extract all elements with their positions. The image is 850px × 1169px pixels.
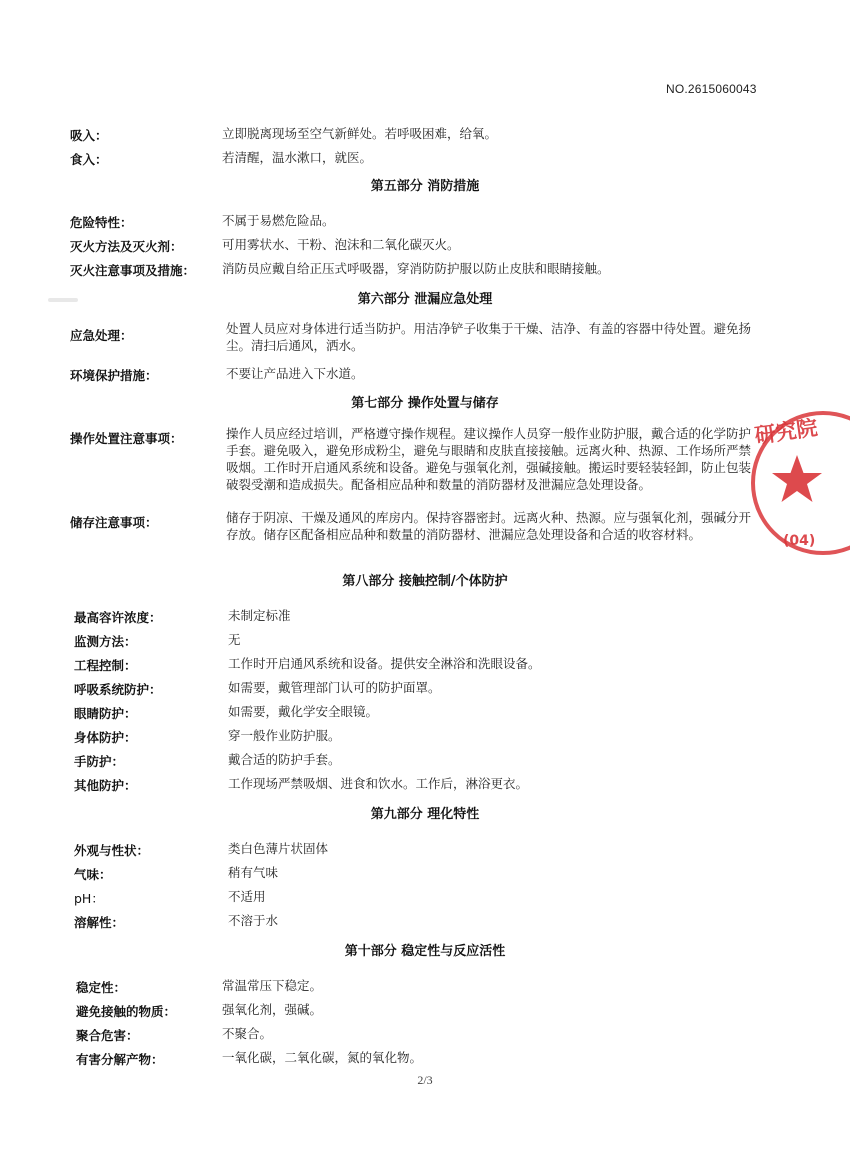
label-decomp: 有害分解产物： xyxy=(76,1052,164,1067)
stamp-ring xyxy=(753,413,850,553)
value-storage: 储存于阴凉、干燥及通风的库房内。保持容器密封。远离火种、热源。应与强氧化剂，强碱分开存放。储存区配备相应品种和数量的消防器材、泄漏应急处理设备和合适的收容材料。 xyxy=(226,510,752,542)
label-extinguish: 灭火方法及灭火剂： xyxy=(70,239,183,254)
value-environment: 不要让产品进入下水道。 xyxy=(226,366,364,381)
label-solubility: 溶解性： xyxy=(74,915,125,930)
value-ph: 不适用 xyxy=(228,889,266,904)
label-hazard: 危险特性： xyxy=(70,215,133,230)
label-ph: pH： xyxy=(74,891,104,906)
page-number: 2/3 xyxy=(417,1073,433,1087)
label-storage: 储存注意事项： xyxy=(70,515,158,530)
value-body: 穿一般作业防护服。 xyxy=(228,728,341,743)
value-decomp: 一氧化碳，二氧化碳，氮的氧化物。 xyxy=(222,1050,423,1065)
label-other: 其他防护： xyxy=(74,778,137,793)
value-stability: 常温常压下稳定。 xyxy=(222,978,323,993)
stamp-star-icon xyxy=(772,455,822,502)
stamp-code: (04) xyxy=(783,533,816,549)
section-9-title: 第九部分 理化特性 xyxy=(370,807,480,822)
label-odor: 气味： xyxy=(74,867,112,882)
value-other: 工作现场严禁吸烟、进食和饮水。工作后，淋浴更衣。 xyxy=(228,776,529,791)
value-eye: 如需要，戴化学安全眼镜。 xyxy=(228,704,379,719)
value-respiratory: 如需要，戴管理部门认可的防护面罩。 xyxy=(228,680,441,695)
label-appearance: 外观与性状： xyxy=(74,843,150,858)
value-emergency: 处置人员应对身体进行适当防护。用洁净铲子收集于干燥、洁净、有盖的容器中待处置。避免扬尘。清扫后通风，洒水。 xyxy=(226,321,752,353)
value-hazard: 不属于易燃危险品。 xyxy=(222,213,335,228)
section-6-title: 第六部分 泄漏应急处理 xyxy=(357,292,493,307)
section-10-title: 第十部分 稳定性与反应活性 xyxy=(344,944,506,959)
label-avoid: 避免接触的物质： xyxy=(76,1004,177,1019)
label-max-conc: 最高容许浓度： xyxy=(74,610,162,625)
label-ingest: 食入： xyxy=(70,152,108,167)
section-5-title: 第五部分 消防措施 xyxy=(370,179,480,194)
label-body: 身体防护： xyxy=(74,730,137,745)
section-8-title: 第八部分 接触控制/个体防护 xyxy=(342,574,508,589)
label-polymer: 聚合危害： xyxy=(76,1028,139,1043)
value-extinguish: 可用雾状水、干粉、泡沫和二氧化碳灭火。 xyxy=(222,237,460,252)
value-max-conc: 未制定标准 xyxy=(228,608,291,623)
value-odor: 稍有气味 xyxy=(228,865,279,880)
label-environment: 环境保护措施： xyxy=(70,368,158,383)
label-engineering: 工程控制： xyxy=(74,658,137,673)
value-fire-notes: 消防员应戴自给正压式呼吸器，穿消防防护服以防止皮肤和眼睛接触。 xyxy=(222,261,610,276)
value-polymer: 不聚合。 xyxy=(222,1026,273,1041)
label-respiratory: 呼吸系统防护： xyxy=(74,682,162,697)
value-inhale: 立即脱离现场至空气新鲜处。若呼吸困难，给氧。 xyxy=(222,126,498,141)
value-ingest: 若清醒，温水漱口，就医。 xyxy=(222,150,373,165)
label-hand: 手防护： xyxy=(74,754,125,769)
label-handling: 操作处置注意事项： xyxy=(70,431,183,446)
section-7-title: 第七部分 操作处置与储存 xyxy=(351,396,499,411)
value-engineering: 工作时开启通风系统和设备。提供安全淋浴和洗眼设备。 xyxy=(228,656,541,671)
stamp-text: 研究院 xyxy=(753,415,819,449)
label-stability: 稳定性： xyxy=(76,980,127,995)
label-emergency: 应急处理： xyxy=(70,328,133,343)
label-fire-notes: 灭火注意事项及措施： xyxy=(70,263,196,278)
value-solubility: 不溶于水 xyxy=(228,913,279,928)
label-eye: 眼睛防护： xyxy=(74,706,137,721)
label-monitor: 监测方法： xyxy=(74,634,137,649)
value-appearance: 类白色薄片状固体 xyxy=(228,841,329,856)
value-avoid: 强氧化剂，强碱。 xyxy=(222,1002,323,1017)
value-monitor: 无 xyxy=(228,632,241,647)
value-handling: 操作人员应经过培训，严格遵守操作规程。建议操作人员穿一般作业防护服，戴合适的化学防护手套。避免吸入，避免形成粉尘，避免与眼睛和皮肤直接接触。远离火种、热源、工作场所严禁吸烟。工作时开启通风系统和设备。避免与强氧化剂，强碱接触。搬运时要轻装轻卸，防止包装破裂受潮和造成损失。配备相应品种和数量的消防器材及泄漏应急处理设备。 xyxy=(226,426,752,492)
label-inhale: 吸入： xyxy=(70,128,108,143)
document-number: NO.2615060043 xyxy=(666,82,757,96)
value-hand: 戴合适的防护手套。 xyxy=(228,752,341,767)
